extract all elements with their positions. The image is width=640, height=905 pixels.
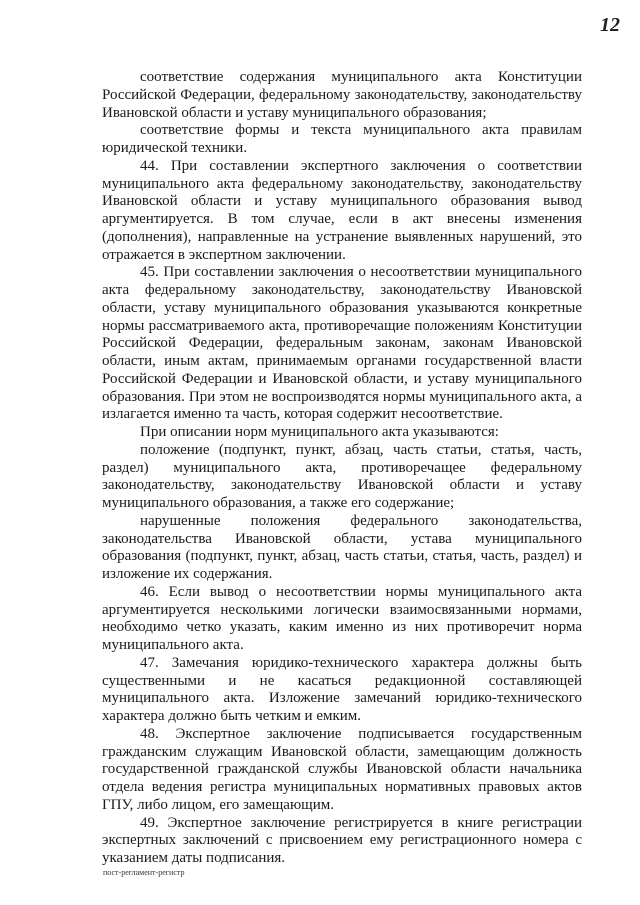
paragraph: нарушенные положения федерального законодательства, законодательства Ивановской области, устава муниципального образования (подпункт, пункт, абзац, часть статьи, статья, часть, раздел) и изложение их содержания.	[102, 512, 582, 582]
paragraph: При описании норм муниципального акта указываются:	[140, 424, 499, 440]
document-body	[102, 69, 582, 868]
paragraph: соответствие содержания муниципального акта Конституции Российской Федерации, федеральному законодательству, законодательству Ивановской области и уставу муниципального образования;	[102, 69, 582, 121]
paragraph-45: 45. При составлении заключения о несоответствии муниципального акта федеральному законодательству, законодательству Ивановской области, уставу муниципального образования указываются конкретные нормы рассматриваемого акта, противоречащие положениям Конституции Российской Федерации, федеральным законам, законам Ивановской области, иным актам, принимаемым органами государственной власти Российской Федерации и Ивановской области, и уставу муниципального образования. При этом не воспроизводятся нормы муниципального акта, а излагается именно та часть, которая содержит несоответствие.	[102, 264, 582, 423]
paragraph-44: 44. При составлении экспертного заключения о соответствии муниципального акта федеральному законодательству, законодательству Ивановской области и уставу муниципального образования вывод аргументируется. В том случае, если в акт внесены изменения (дополнения), направленные на устранение выявленных нарушений, это отражается в экспертном заключении.	[102, 157, 582, 263]
paragraph-48: 48. Экспертное заключение подписывается государственным гражданским служащим Ивановской области, замещающим должность государственной гражданской службы Ивановской области начальника отдела ведения регистра муниципальных нормативных правовых актов ГПУ, либо лицом, его замещающим.	[102, 725, 582, 813]
paragraph-47: 47. Замечания юридико-технического характера должны быть существенными и не касаться редакционной составляющей муниципального акта. Изложение замечаний юридико-технического характера должно быть четким и емким.	[102, 654, 582, 724]
page-number: 12	[600, 14, 620, 36]
footer-file-label: пост-регламент-регистр	[103, 868, 185, 877]
paragraph-46: 46. Если вывод о несоответствии нормы муниципального акта аргументируется несколькими логически взаимосвязанными нормами, необходимо четко указать, каким именно из них противоречит норма муниципального акта.	[102, 583, 582, 653]
paragraph: соответствие формы и текста муниципального акта правилам юридической техники.	[102, 122, 582, 156]
paragraph: положение (подпункт, пункт, абзац, часть статьи, статья, часть, раздел) муниципального акта, противоречащее федеральному законодательству, законодательству Ивановской области и уставу муниципального образования, а также его содержание;	[102, 441, 582, 511]
paragraph-49: 49. Экспертное заключение регистрируется в книге регистрации экспертных заключений с присвоением ему регистрационного номера с указанием даты подписания.	[102, 814, 582, 866]
